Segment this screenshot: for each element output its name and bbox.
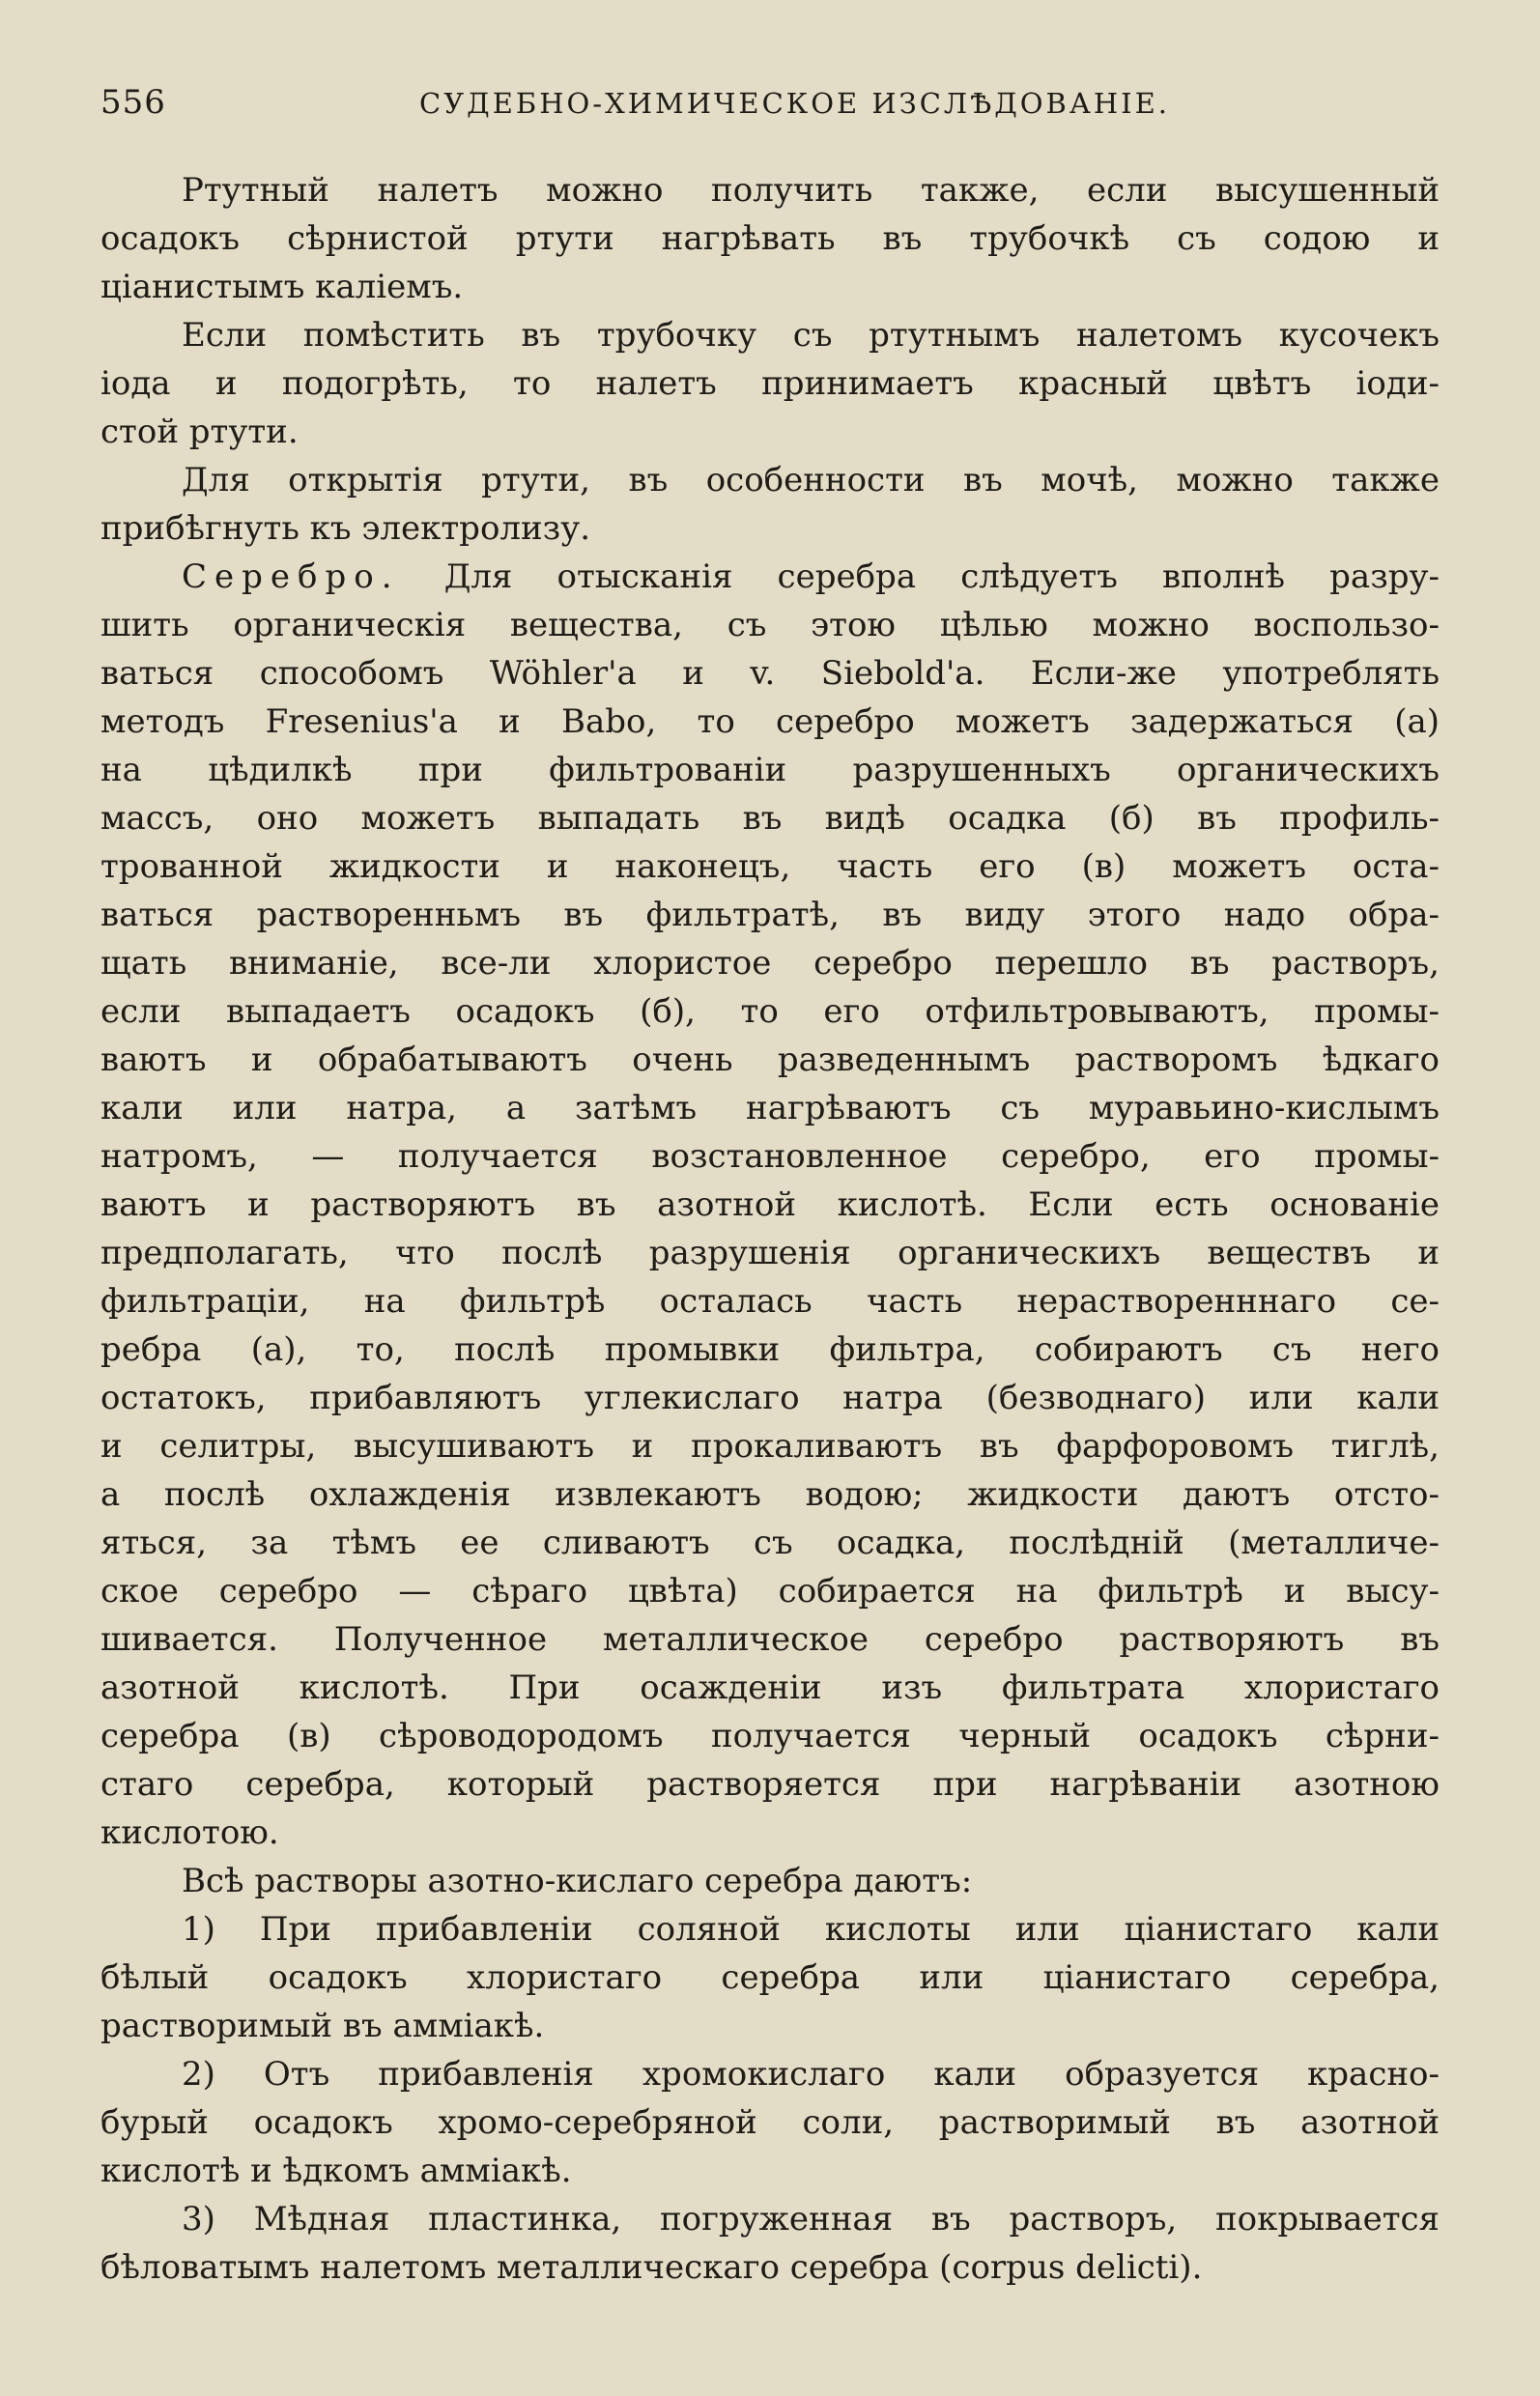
text-line: Всѣ растворы азотно-кислаго серебра даютъ: (182, 1862, 973, 1900)
text-line: ціанистымъ каліемъ. (100, 268, 464, 306)
paragraph (100, 1905, 1440, 2050)
text-line: іода и подогрѣть, то налетъ принимаетъ красный цвѣтъ іоди- (100, 364, 1440, 403)
text-line: методъ Fresenius'а и Babo, то серебро можетъ задержаться (а) (100, 702, 1440, 741)
text-line: ваютъ и растворяютъ въ азотной кислотѣ. Если есть основаніе (100, 1185, 1440, 1224)
text-line: бѣловатымъ налетомъ металлическаго серебра (corpus delicti). (100, 2248, 1203, 2287)
text-line: прибѣгнуть къ электролизу. (100, 509, 591, 548)
text-line: 1) При прибавленіи соляной кислоты или ціанистаго кали (182, 1910, 1440, 1949)
paragraph (100, 311, 1440, 456)
text-line: предполагать, что послѣ разрушенія органическихъ веществъ и (100, 1234, 1440, 1272)
text-line: яться, за тѣмъ ее сливаютъ съ осадка, послѣдній (металличе- (100, 1524, 1440, 1562)
text-line: Ртутный налетъ можно получить также, если высушенный (182, 171, 1440, 210)
text-line: массъ, оно можетъ выпадать въ видѣ осадка (б) въ профиль- (100, 799, 1440, 838)
text-line: азотной кислотѣ. При осажденіи изъ фильтрата хлористаго (100, 1669, 1440, 1707)
section-lead-word: Серебро. (182, 557, 400, 596)
text-line: серебра (в) сѣроводородомъ получается черный осадокъ сѣрни- (100, 1717, 1440, 1755)
text-line: стаго серебра, который растворяется при нагрѣваніи азотною (100, 1765, 1440, 1804)
text-line: Для открытія ртути, въ особенности въ мочѣ, можно также (182, 461, 1440, 499)
text-line: ваться способомъ Wöhler'а и v. Siebold'а. Если-же употреблять (100, 654, 1440, 693)
text-line: шить органическія вещества, съ этою цѣлью можно воспользо- (100, 606, 1440, 644)
text-line: ваться растворенньмъ въ фильтратѣ, въ виду этого надо обра- (100, 896, 1440, 934)
text-line: ребра (а), то, послѣ промывки фильтра, собираютъ съ него (100, 1330, 1440, 1369)
paragraph (100, 2195, 1440, 2292)
text-line: если выпадаетъ осадокъ (б), то его отфильтровываютъ, промы- (100, 992, 1440, 1031)
paragraph (100, 1857, 1440, 1905)
text-line: Если помѣстить въ трубочку съ ртутнымъ налетомъ кусочекъ (182, 316, 1440, 355)
line-text: Для отысканія серебра слѣдуетъ вполнѣ разру- (443, 557, 1440, 596)
text-line: и селитры, высушиваютъ и прокаливаютъ въ фарфоровомъ тиглѣ, (100, 1427, 1440, 1466)
text-line: на цѣдилкѣ при фильтрованіи разрушенныхъ органическихъ (100, 751, 1440, 789)
text-line: трованной жидкости и наконецъ, часть его (в) можетъ оста- (100, 847, 1440, 886)
text-line: а послѣ охлажденія извлекаютъ водою; жидкости даютъ отсто- (100, 1475, 1440, 1514)
page-number: 556 (100, 83, 166, 122)
text-line: щать вниманіе, все-ли хлористое серебро перешло въ растворъ, (100, 944, 1440, 983)
paragraph (100, 166, 1440, 311)
text-line: ское серебро — сѣраго цвѣта) собирается на фильтрѣ и высу- (100, 1572, 1440, 1611)
text-line: стой ртути. (100, 413, 299, 451)
text-line: 2) Отъ прибавленія хромокислаго кали образуется красно- (182, 2055, 1440, 2094)
paragraph (100, 553, 1440, 1857)
body-text (100, 166, 1440, 2292)
text-line: кислотѣ и ѣдкомъ амміакѣ. (100, 2152, 572, 2190)
text-line: 3) Мѣдная пластинка, погруженная въ растворъ, покрывается (182, 2200, 1440, 2239)
paragraph (100, 2050, 1440, 2195)
text-line: кислотою. (100, 1813, 279, 1852)
text-line: бурый осадокъ хромо-серебряной соли, растворимый въ азотной (100, 2103, 1440, 2142)
running-head: СУДЕБНО-ХИМИЧЕСКОЕ ИЗСЛѢДОВАНІЕ. (419, 87, 1170, 120)
text-line: остатокъ, прибавляютъ углекислаго натра (безводнаго) или кали (100, 1379, 1440, 1417)
text-line: кали или натра, а затѣмъ нагрѣваютъ съ муравьино-кислымъ (100, 1089, 1440, 1127)
text-line: бѣлый осадокъ хлористаго серебра или ціанистаго серебра, (100, 1958, 1440, 1997)
text-line: ваютъ и обрабатываютъ очень разведеннымъ растворомъ ѣдкаго (100, 1041, 1440, 1079)
paragraph (100, 456, 1440, 553)
text-line: шивается. Полученное металлическое серебро растворяютъ въ (100, 1620, 1440, 1659)
text-line: растворимый въ амміакѣ. (100, 2007, 545, 2045)
text-line (100, 553, 1440, 601)
text-line: осадокъ сѣрнистой ртути нагрѣвать въ трубочкѣ съ содою и (100, 219, 1440, 258)
text-line: фильтраціи, на фильтрѣ осталась часть нерастворенннаго се- (100, 1282, 1440, 1321)
page-header (100, 83, 1440, 131)
text-line: натромъ, — получается возстановленное серебро, его промы- (100, 1137, 1440, 1176)
